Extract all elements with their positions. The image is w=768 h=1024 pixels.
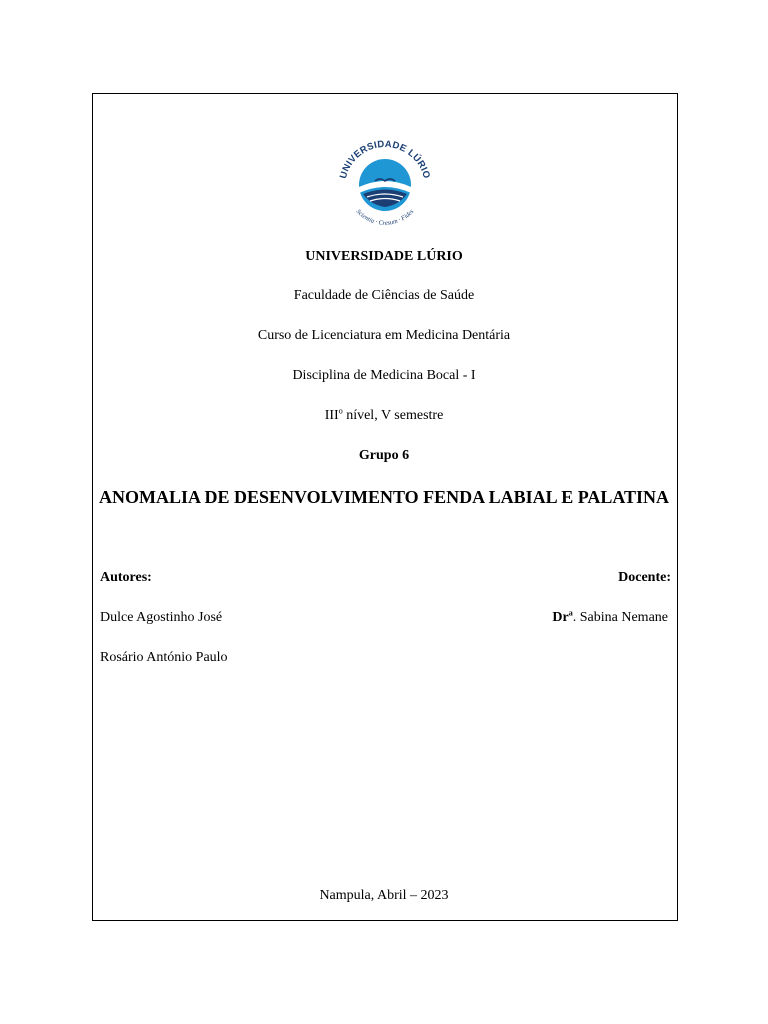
university-name: UNIVERSIDADE LÚRIO — [305, 249, 463, 264]
group-label: Grupo 6 — [358, 448, 410, 463]
teacher-name: Dr$^a$. Sabina Nemane — [552, 608, 668, 625]
document-title: ANOMALIA DE DESENVOLVIMENTO FENDA LABIAL E PALATINA — [98, 487, 670, 507]
author-1: Dulce Agostinho José — [100, 610, 223, 625]
logo-top-text: UNIVERSIDADE LÚRIO — [337, 138, 433, 180]
university-logo — [333, 131, 437, 235]
discipline-name: Disciplina de Medicina Bocal - I — [292, 368, 476, 383]
authors-label: Autores: — [100, 570, 152, 585]
author-2: Rosário António Paulo — [100, 650, 228, 665]
teacher-label: Docente: — [618, 570, 671, 585]
course-name: Curso de Licenciatura em Medicina Dentária — [257, 328, 511, 343]
faculty-name: Faculdade de Ciências de Saúde — [293, 288, 475, 303]
place-date: Nampula, Abril – 2023 — [319, 888, 449, 903]
logo-motto: Scientia · Cresum · Fides — [354, 208, 416, 227]
level-semester: III$^o$ nível, V semestre — [324, 406, 444, 423]
